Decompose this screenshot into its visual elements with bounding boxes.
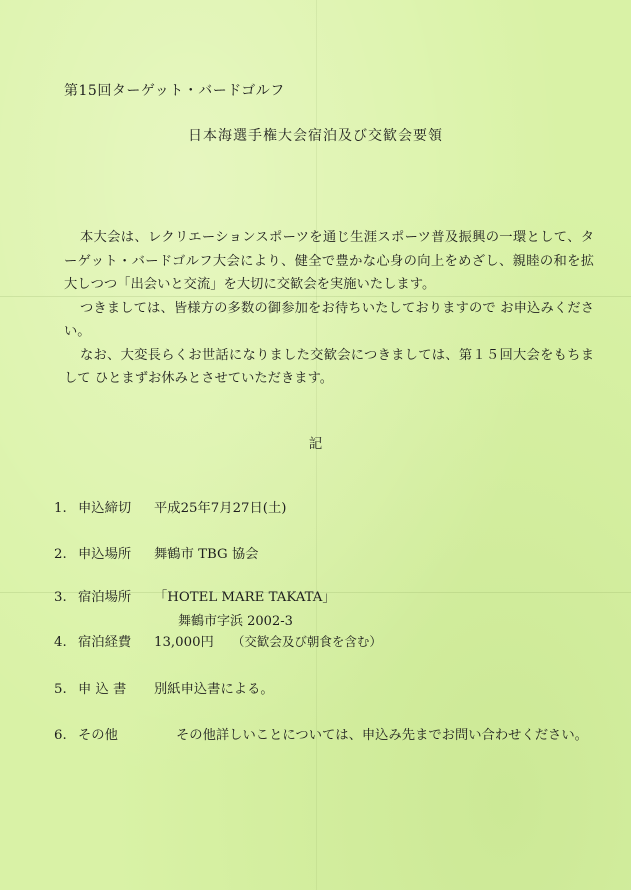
event-series-title: 第15回ターゲット・バードゴルフ bbox=[64, 83, 285, 99]
ki-heading: 記 bbox=[308, 436, 323, 452]
item-label: 申込場所 bbox=[78, 547, 132, 562]
item-application-place bbox=[54, 543, 258, 562]
item-cost bbox=[54, 631, 382, 650]
item-other bbox=[54, 724, 588, 743]
item-value: その他詳しいことについては、申込み先までお問い合わせください。 bbox=[176, 728, 588, 743]
item-number: 2. bbox=[54, 547, 67, 562]
item-label: 申込締切 bbox=[78, 501, 132, 516]
item-number: 1. bbox=[54, 501, 67, 516]
intro-text bbox=[64, 226, 594, 391]
item-value: 平成25年7月27日(土) bbox=[154, 501, 287, 516]
cost-note: （交歓会及び朝食を含む） bbox=[231, 634, 382, 649]
intro-paragraph-2: つきましては、皆様方の多数の御参加をお待ちいたしておりますので お申込みください。 bbox=[64, 300, 594, 339]
intro-paragraph-3: なお、大変長らくお世話になりました交歓会につきましては、第１５回大会をもちまして ひとまずお休みとさせていただきます。 bbox=[64, 347, 594, 386]
item-application-form bbox=[54, 678, 274, 697]
item-label: 宿泊経費 bbox=[78, 635, 132, 650]
document-title: 日本海選手権大会宿泊及び交歓会要領 bbox=[188, 128, 443, 144]
item-accommodation bbox=[54, 586, 336, 605]
item-number: 6. bbox=[54, 728, 67, 743]
item-label: 申 込 書 bbox=[78, 682, 127, 697]
item-value: 舞鶴市 TBG 協会 bbox=[154, 547, 259, 562]
item-value: 「HOTEL MARE TAKATA」 bbox=[154, 590, 336, 605]
intro-paragraph-1: 本大会は、レクリエーションスポーツを通じ生涯スポーツ普及振興の一環として、ターゲット・バードゴルフ大会により、健全で豊かな心身の向上をめざし、親睦の和を拡大しつつ「出会いと交流」を大切に交歓会を実施いたします。 bbox=[64, 230, 594, 292]
item-number: 4. bbox=[54, 635, 67, 650]
item-value: 別紙申込書による。 bbox=[154, 682, 274, 697]
accommodation-address: 舞鶴市字浜 2002-3 bbox=[178, 614, 293, 629]
item-label: その他 bbox=[78, 728, 118, 743]
item-label: 宿泊場所 bbox=[78, 590, 132, 605]
item-number: 3. bbox=[54, 590, 67, 605]
item-number: 5. bbox=[54, 682, 67, 697]
item-deadline bbox=[54, 497, 286, 516]
item-value: 13,000円 bbox=[154, 635, 214, 650]
